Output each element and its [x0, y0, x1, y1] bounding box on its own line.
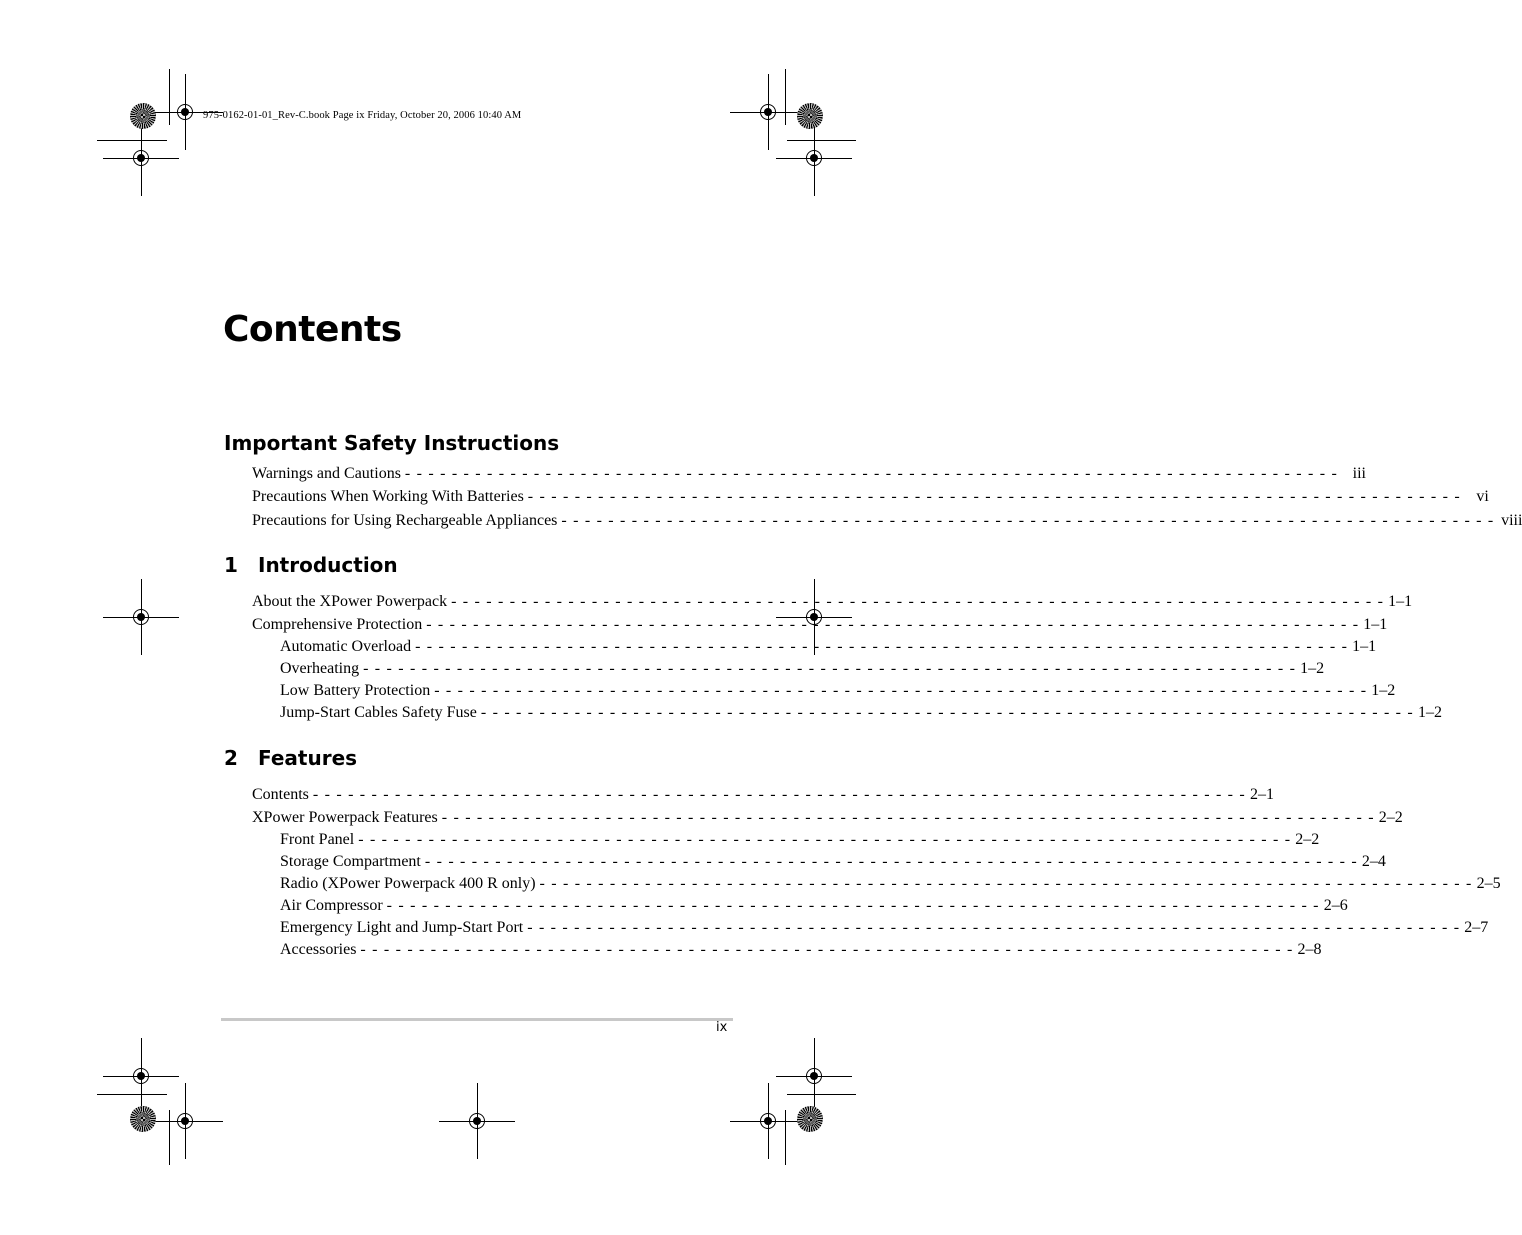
toc-entry-label: Front Panel	[280, 831, 355, 848]
toc-entry[interactable]	[252, 831, 1320, 853]
toc-entry-label: Jump-Start Cables Safety Fuse	[280, 704, 477, 721]
dot-leader: - - - - - - - - - - - - - - - - - - - - - - - - - - - - - - - - - - - - - - - - - - - - - - - - - - - - - - - - - - - - - - - - - - - - - - - - - - - - - - - -	[415, 638, 1349, 655]
dot-leader: - - - - - - - - - - - - - - - - - - - - - - - - - - - - - - - - - - - - - - - - - - - - - - - - - - - - - - - - - - - - - - - - - - - - - - - - - - - - - - - -	[386, 897, 1320, 914]
toc-entry-label: Low Battery Protection	[280, 682, 431, 699]
toc-entry-page: 2–2	[1378, 809, 1403, 826]
toc-entry[interactable]	[252, 875, 1501, 897]
toc-entry[interactable]	[252, 853, 1386, 875]
toc-entry-label: Air Compressor	[280, 897, 383, 914]
color-bar-starburst-icon	[130, 1106, 156, 1132]
toc-entry-page: 2–5	[1476, 875, 1501, 892]
dot-leader: - - - - - - - - - - - - - - - - - - - - - - - - - - - - - - - - - - - - - - - - - - - - - - - - - - - - - - - - - - - - - - - - - - - - - - - - - - - - - - - -	[561, 512, 1495, 529]
registration-dot-icon	[181, 108, 189, 116]
toc-entry-label: Overheating	[280, 660, 360, 677]
toc-entry[interactable]	[252, 593, 1413, 615]
dot-leader: - - - - - - - - - - - - - - - - - - - - - - - - - - - - - - - - - - - - - - - - - - - - - - - - - - - - - - - - - - - - - - - - - - - - - - - - - - - - - - - -	[358, 831, 1292, 848]
section-heading-introduction	[224, 553, 398, 577]
dot-leader: - - - - - - - - - - - - - - - - - - - - - - - - - - - - - - - - - - - - - - - - - - - - - - - - - - - - - - - - - - - - - - - - - - - - - - - - - - - - - - - -	[480, 704, 1414, 721]
toc-entry-page: 2–8	[1297, 941, 1322, 958]
crop-mark	[169, 69, 170, 125]
dot-leader: - - - - - - - - - - - - - - - - - - - - - - - - - - - - - - - - - - - - - - - - - - - - - - - - - - - - - - - - - - - - - - - - - - - - - - - - - - - - - - - -	[539, 875, 1473, 892]
toc-entry-label: Radio (XPower Powerpack 400 R only)	[280, 875, 536, 892]
crop-mark	[785, 1110, 786, 1165]
dot-leader: - - - - - - - - - - - - - - - - - - - - - - - - - - - - - - - - - - - - - - - - - - - - - - - - - - - - - - - - - - - - - - - - - - - - - - - - - - - - - - - -	[363, 660, 1297, 677]
toc-entry-page: 2–2	[1295, 831, 1320, 848]
toc-entry[interactable]	[252, 512, 1522, 534]
registration-dot-icon	[473, 1117, 481, 1125]
crop-mark	[785, 69, 786, 125]
toc-entry-label: Storage Compartment	[280, 853, 421, 870]
color-bar-starburst-icon	[130, 103, 156, 129]
crop-mark	[97, 140, 167, 141]
toc-entry-page: 1–2	[1417, 704, 1442, 721]
toc-entry-page: vi	[1476, 488, 1489, 505]
toc-entry[interactable]	[252, 919, 1489, 941]
toc-entry-label: Contents	[252, 786, 309, 803]
toc-entry-page: 2–6	[1323, 897, 1348, 914]
crop-mark	[169, 1110, 170, 1165]
toc-list-introduction	[252, 593, 1442, 726]
dot-leader: - - - - - - - - - - - - - - - - - - - - - - - - - - - - - - - - - - - - - - - - - - - - - - - - - - - - - - - - - - - - - - - - - - - - - - - - - - - - - - - -	[527, 488, 1461, 505]
toc-entry-page: iii	[1352, 465, 1366, 482]
page-number: ix	[716, 1020, 728, 1035]
toc-entry-page: viii	[1501, 512, 1522, 529]
registration-dot-icon	[810, 1072, 818, 1080]
registration-dot-icon	[137, 154, 145, 162]
color-bar-starburst-icon	[797, 103, 823, 129]
toc-entry-page: 2–4	[1361, 853, 1386, 870]
toc-entry-page: 1–2	[1300, 660, 1325, 677]
toc-entry-page: 1–1	[1352, 638, 1377, 655]
toc-entry[interactable]	[252, 786, 1274, 808]
dot-leader: - - - - - - - - - - - - - - - - - - - - - - - - - - - - - - - - - - - - - - - - - - - - - - - - - - - - - - - - - - - - - - - - - - - - - - - - - - - - - - - -	[451, 593, 1385, 610]
toc-entry-label: Automatic Overload	[280, 638, 412, 655]
toc-entry-label: Comprehensive Protection	[252, 616, 423, 633]
toc-entry-label: Warnings and Cautions	[252, 465, 401, 482]
toc-entry-label: XPower Powerpack Features	[252, 809, 438, 826]
registration-dot-icon	[764, 1117, 772, 1125]
toc-entry[interactable]	[252, 809, 1403, 831]
crop-mark	[787, 140, 856, 141]
toc-entry-label: Precautions for Using Rechargeable Appliances	[252, 512, 558, 529]
dot-leader: - - - - - - - - - - - - - - - - - - - - - - - - - - - - - - - - - - - - - - - - - - - - - - - - - - - - - - - - - - - - - - - - - - - - - - - - - - - - - - - -	[426, 616, 1360, 633]
section-heading-safety	[224, 431, 559, 455]
dot-leader: - - - - - - - - - - - - - - - - - - - - - - - - - - - - - - - - - - - - - - - - - - - - - - - - - - - - - - - - - - - - - - - - - - - - - - - - - - - - - - - -	[360, 941, 1294, 958]
registration-dot-icon	[137, 613, 145, 621]
toc-entry[interactable]	[252, 941, 1322, 963]
registration-dot-icon	[181, 1117, 189, 1125]
toc-entry-label: About the XPower Powerpack	[252, 593, 448, 610]
toc-entry[interactable]	[252, 488, 1489, 510]
section-number: 1	[224, 553, 238, 577]
section-number: 2	[224, 746, 238, 770]
toc-list-safety	[252, 465, 1522, 534]
toc-list-features	[252, 786, 1501, 963]
dot-leader: - - - - - - - - - - - - - - - - - - - - - - - - - - - - - - - - - - - - - - - - - - - - - - - - - - - - - - - - - - - - - - - - - - - - - - - - - - - - - - - -	[434, 682, 1368, 699]
section-heading-features	[224, 746, 357, 770]
crop-mark	[97, 1094, 167, 1095]
color-bar-starburst-icon	[797, 1106, 823, 1132]
toc-entry-page: 1–1	[1363, 616, 1388, 633]
section-title: Important Safety Instructions	[224, 431, 560, 455]
toc-entry-label: Accessories	[280, 941, 357, 958]
toc-entry[interactable]	[252, 616, 1388, 638]
toc-entry[interactable]	[252, 897, 1348, 919]
registration-dot-icon	[137, 1072, 145, 1080]
section-title: Features	[258, 746, 358, 770]
toc-entry[interactable]	[252, 704, 1442, 726]
toc-entry-page: 1–1	[1388, 593, 1413, 610]
dot-leader: - - - - - - - - - - - - - - - - - - - - - - - - - - - - - - - - - - - - - - - - - - - - - - - - - - - - - - - - - - - - - - - - - - - - - - - - - - - - - - - -	[312, 786, 1246, 803]
toc-entry[interactable]	[252, 682, 1396, 704]
section-title: Introduction	[258, 553, 398, 577]
toc-entry-label: Precautions When Working With Batteries	[252, 488, 524, 505]
dot-leader: - - - - - - - - - - - - - - - - - - - - - - - - - - - - - - - - - - - - - - - - - - - - - - - - - - - - - - - - - - - - - - - - - - - - - - - - - - - - - - - -	[424, 853, 1358, 870]
toc-entry-label: Emergency Light and Jump-Start Port	[280, 919, 524, 936]
toc-entry-page: 2–1	[1249, 786, 1274, 803]
dot-leader: - - - - - - - - - - - - - - - - - - - - - - - - - - - - - - - - - - - - - - - - - - - - - - - - - - - - - - - - - - - - - - - - - - - - - - - - - - - - - - - -	[527, 919, 1461, 936]
registration-dot-icon	[810, 154, 818, 162]
toc-entry[interactable]	[252, 660, 1325, 682]
toc-entry[interactable]	[252, 638, 1377, 660]
page-title: Contents	[223, 309, 402, 350]
toc-entry-page: 2–7	[1464, 919, 1489, 936]
toc-entry[interactable]	[252, 465, 1366, 487]
footer-rule	[221, 1018, 733, 1021]
print-header-note: 975-0162-01-01_Rev-C.book Page ix Friday, October 20, 2006 10:40 AM	[203, 110, 522, 121]
crop-mark	[787, 1094, 856, 1095]
toc-entry-page: 1–2	[1371, 682, 1396, 699]
registration-dot-icon	[764, 108, 772, 116]
dot-leader: - - - - - - - - - - - - - - - - - - - - - - - - - - - - - - - - - - - - - - - - - - - - - - - - - - - - - - - - - - - - - - - - - - - - - - - - - - - - - - - -	[404, 465, 1338, 482]
dot-leader: - - - - - - - - - - - - - - - - - - - - - - - - - - - - - - - - - - - - - - - - - - - - - - - - - - - - - - - - - - - - - - - - - - - - - - - - - - - - - - - -	[441, 809, 1375, 826]
